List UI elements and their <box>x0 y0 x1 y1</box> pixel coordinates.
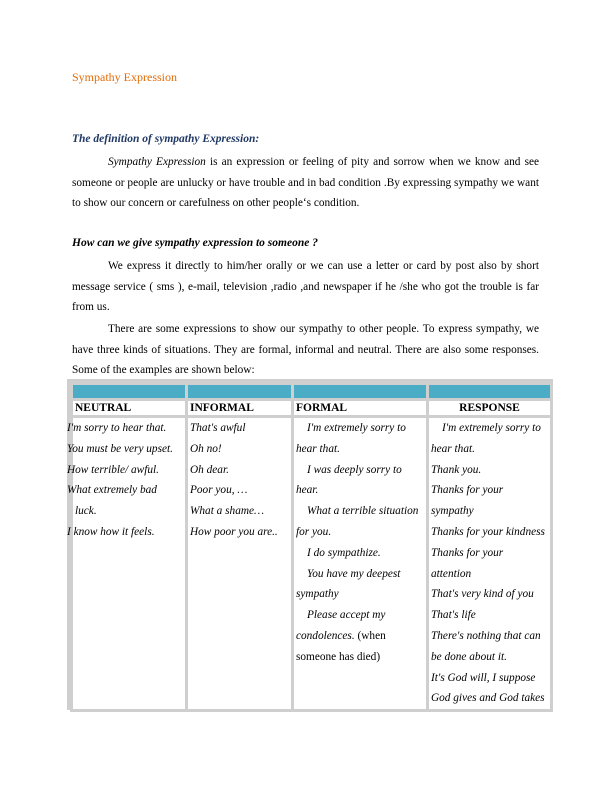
how-to-text-2: There are some expressions to show our sympathy to other people. To express sympathy, we have three kinds of situations. They are formal, informal and neutral. There are also some responses. Some of the examples are shown below: <box>72 323 539 377</box>
list-item: How poor you are.. <box>190 525 278 538</box>
list-item: hear. <box>296 484 319 497</box>
definition-heading: The definition of sympathy Expression: <box>72 133 260 145</box>
list-item: Thanks for your <box>431 546 504 559</box>
list-item: What a shame… <box>190 505 265 518</box>
response-header: RESPONSE <box>429 401 550 415</box>
response-column <box>429 418 550 709</box>
list-item: I'm extremely sorry to <box>442 422 541 434</box>
formal-header: FORMAL <box>294 401 426 415</box>
list-item: You have my deepest <box>307 567 401 580</box>
definition-paragraph <box>72 152 539 214</box>
list-item <box>296 626 424 647</box>
definition-text: is an expression or feeling of pity and sorrow when we know and see someone or people are unlucky or have trouble and in bad condition .By expressing sympathy we want to show our concern or carefulness on other people‘s condition. <box>72 156 539 210</box>
list-item: That's very kind of you <box>431 588 534 601</box>
list-item: hear that. <box>431 442 475 455</box>
condolences-note: (when <box>354 629 386 642</box>
list-item: Thanks for your <box>431 484 504 497</box>
list-item: someone has died) <box>296 650 381 663</box>
list-item: That's life <box>431 609 476 622</box>
header-band-cell <box>73 385 185 398</box>
list-item: What a terrible situation <box>307 505 419 518</box>
list-item: Oh dear. <box>190 463 229 476</box>
neutral-header: NEUTRAL <box>73 401 185 415</box>
formal-column <box>294 418 426 709</box>
page-title: Sympathy Expression <box>72 70 177 84</box>
list-item: I'm sorry to hear that. <box>67 422 167 434</box>
header-band-cell <box>294 385 426 398</box>
table-label-row <box>73 401 550 415</box>
table-color-header-row <box>73 385 550 398</box>
list-item: I'm extremely sorry to <box>307 422 406 434</box>
condolences-text: condolences. <box>296 629 355 642</box>
list-item: hear that. <box>296 442 340 455</box>
header-band-cell <box>429 385 550 398</box>
how-to-paragraph-2 <box>72 319 539 381</box>
list-item: sympathy <box>431 505 474 518</box>
header-band-cell <box>188 385 291 398</box>
list-item: I was deeply sorry to <box>307 463 402 476</box>
list-item: I know how it feels. <box>67 525 155 538</box>
list-item: for you. <box>296 525 332 538</box>
list-item: Poor you, … <box>190 484 248 497</box>
informal-column <box>188 418 291 709</box>
how-to-text-1: We express it directly to him/her orally or we can use a letter or card by post also by short message service ( sms ), e-mail, television ,radio ,and newspaper if he /she who got the trouble is far from us. <box>72 260 539 314</box>
list-item: attention <box>431 567 472 580</box>
list-item: sympathy <box>296 588 339 601</box>
list-item: luck. <box>75 505 97 518</box>
list-item: That's awful <box>190 422 246 434</box>
list-item: be done about it. <box>431 650 507 663</box>
list-item: You must be very upset. <box>67 442 173 455</box>
list-item: I do sympathize. <box>307 546 381 559</box>
expressions-table <box>67 379 553 710</box>
definition-term: Sympathy Expression <box>108 156 206 168</box>
list-item: Oh no! <box>190 442 222 455</box>
list-item: It's God will, I suppose <box>431 671 536 684</box>
table-row <box>73 418 550 709</box>
informal-header: INFORMAL <box>188 401 291 415</box>
how-to-paragraph-1 <box>72 256 539 318</box>
list-item: What extremely bad <box>67 484 157 497</box>
list-item: Thank you. <box>431 463 482 476</box>
neutral-column <box>67 418 185 709</box>
list-item: God gives and God takes <box>431 692 545 705</box>
how-to-heading: How can we give sympathy expression to someone ? <box>72 237 318 249</box>
list-item: How terrible/ awful. <box>67 463 159 476</box>
list-item: There's nothing that can <box>431 629 541 642</box>
list-item: Please accept my <box>307 609 386 622</box>
list-item: Thanks for your kindness <box>431 525 545 538</box>
